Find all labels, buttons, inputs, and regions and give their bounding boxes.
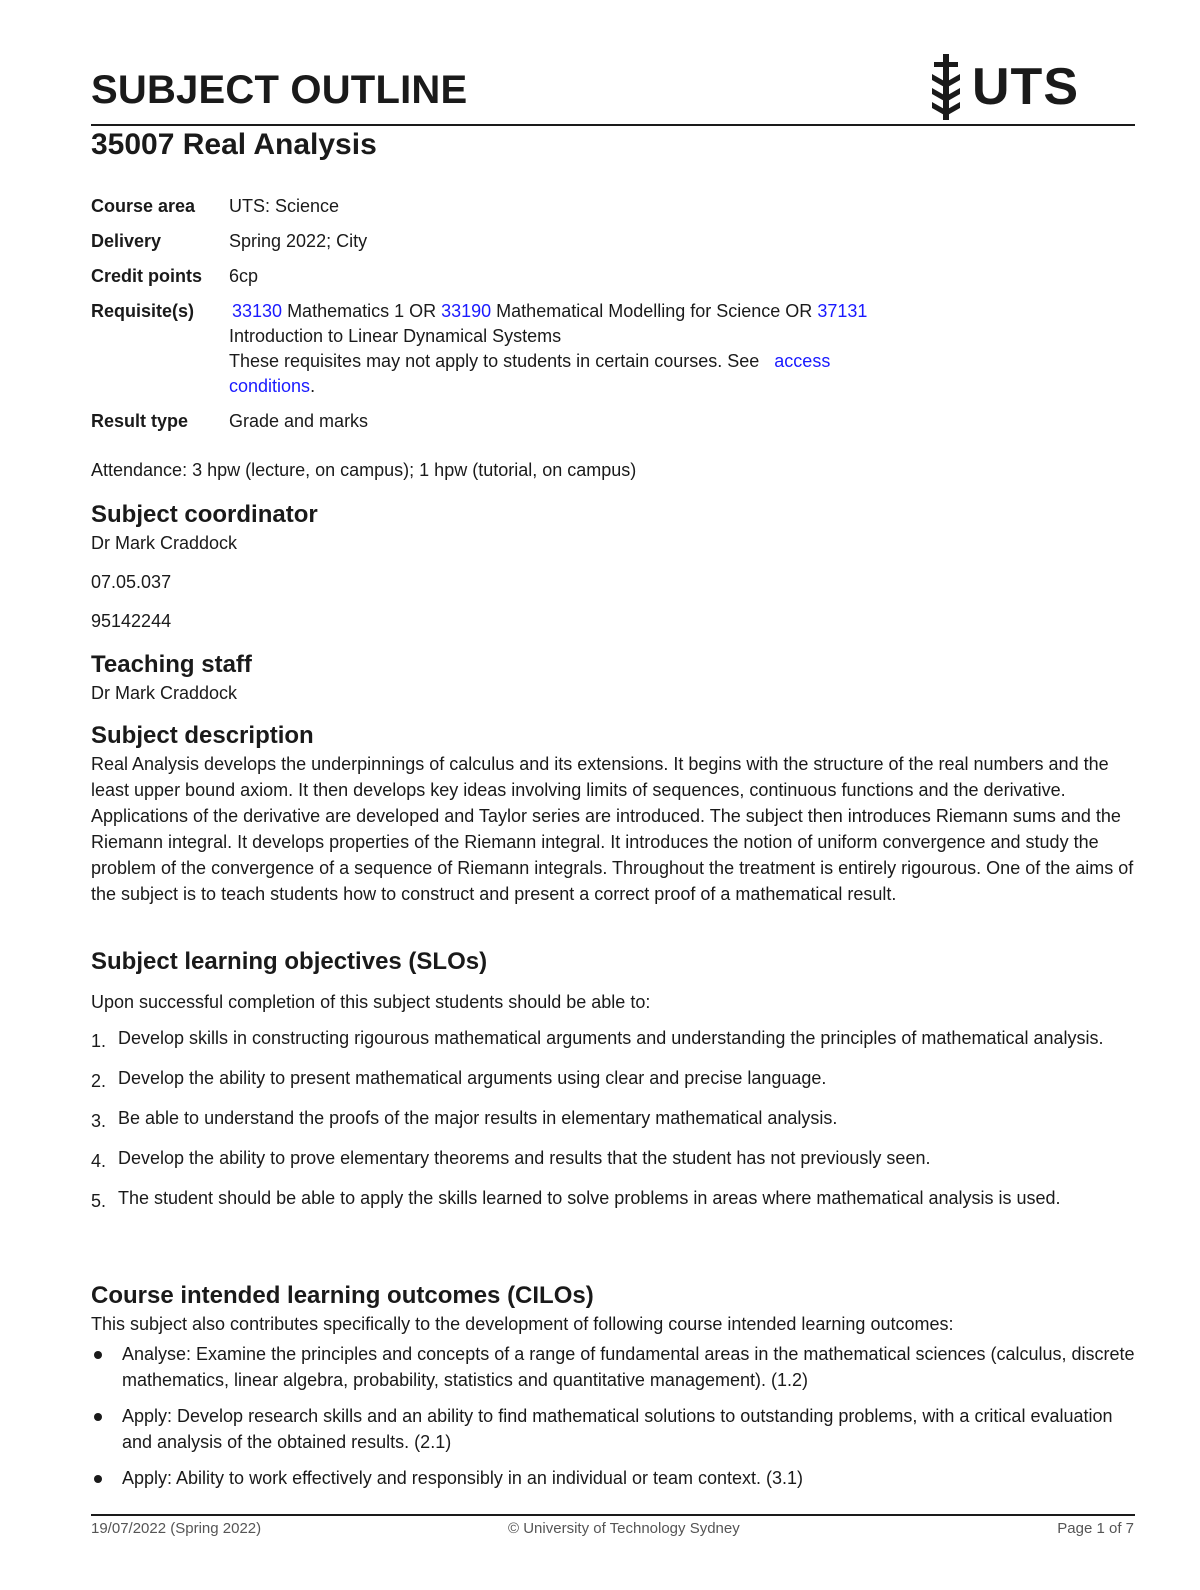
requisite-text-3: Introduction to Linear Dynamical Systems	[229, 326, 562, 346]
delivery-row	[91, 229, 1131, 254]
subject-title: 35007 Real Analysis	[91, 128, 377, 161]
coordinator-room: 07.05.037	[91, 572, 172, 592]
access-conditions-link-part2[interactable]: conditions	[229, 376, 311, 396]
slo-number: 4.	[91, 1151, 107, 1171]
requisites-value	[229, 299, 1131, 399]
slo-text: Be able to understand the proofs of the major results in elementary mathematical analysis.	[118, 1108, 838, 1128]
requisites-note: These requisites may not apply to students in certain courses. See	[229, 351, 760, 371]
teaching-staff-heading: Teaching staff	[91, 651, 252, 678]
slos-section	[91, 947, 1136, 1225]
cilo-text: Apply: Ability to work effectively and responsibly in an individual or team context. (3.1)	[122, 1468, 804, 1488]
slo-item	[91, 1025, 1136, 1054]
description-section	[91, 721, 1136, 907]
course-area-label: Course area	[91, 196, 196, 216]
requisites-note-end: .	[310, 376, 316, 396]
slo-number: 3.	[91, 1111, 107, 1131]
footer-page-number: Page 1 of 7	[1057, 1520, 1134, 1537]
cilo-item	[91, 1403, 1136, 1455]
requisite-text-1: Mathematics 1 OR	[282, 301, 442, 321]
subject-info-table	[91, 194, 1131, 444]
slo-item	[91, 1145, 1136, 1174]
cilos-section	[91, 1281, 1136, 1501]
attendance-text: Attendance: 3 hpw (lecture, on campus); 1 hpw (tutorial, on campus)	[91, 460, 637, 480]
slo-text: The student should be able to apply the skills learned to solve problems in areas where mathematical analysis is used.	[118, 1188, 1061, 1208]
header-divider	[91, 124, 1135, 126]
credit-points-row	[91, 264, 1131, 289]
slo-text: Develop the ability to present mathematical arguments using clear and precise language.	[118, 1068, 827, 1088]
credit-points-value: 6cp	[229, 266, 259, 286]
slo-text: Develop skills in constructing rigourous mathematical arguments and understanding the principles of mathematical analysis.	[118, 1028, 1104, 1048]
slo-number: 2.	[91, 1071, 107, 1091]
uts-logo	[928, 52, 1079, 122]
cilos-intro: This subject also contributes specifically to the development of following course intended learning outcomes:	[91, 1314, 954, 1334]
requisite-link-33190[interactable]: 33190	[441, 301, 492, 321]
bullet-icon	[91, 1403, 122, 1455]
slos-intro: Upon successful completion of this subject students should be able to:	[91, 992, 651, 1012]
coordinator-name: Dr Mark Craddock	[91, 533, 238, 553]
slo-item	[91, 1065, 1136, 1094]
slo-item	[91, 1105, 1136, 1134]
footer-copyright: © University of Technology Sydney	[508, 1520, 740, 1537]
slos-heading: Subject learning objectives (SLOs)	[91, 948, 488, 975]
result-type-row	[91, 409, 1131, 434]
cilos-heading: Course intended learning outcomes (CILOs)	[91, 1282, 594, 1309]
teaching-staff-section	[91, 650, 1136, 706]
teaching-staff-name: Dr Mark Craddock	[91, 683, 238, 703]
coordinator-section	[91, 500, 1136, 634]
cilos-list	[91, 1341, 1136, 1491]
coordinator-phone: 95142244	[91, 611, 172, 631]
requisite-text-2: Mathematical Modelling for Science OR	[491, 301, 818, 321]
cilo-item	[91, 1465, 1136, 1491]
requisite-link-33130[interactable]: 33130	[232, 301, 283, 321]
description-text: Real Analysis develops the underpinnings of calculus and its extensions. It begins with the structure of the real numbers and the least upper bound axiom. It then develops key ideas involving limits of sequences, continuous functions and the derivative. Applications of the derivative are developed and Taylor series are introduced. The subject then introduces Riemann sums and the Riemann integral. It develops properties of the Riemann integral. It introduces the notion of uniform convergence and study the problem of the convergence of a sequence of Riemann integrals. Throughout the treatment is entirely rigourous. One of the aims of the subject is to teach students how to construct and present a correct proof of a mathematical result.	[91, 754, 1134, 904]
slo-item	[91, 1185, 1136, 1214]
cilo-item	[91, 1341, 1136, 1393]
uts-crest-icon	[928, 52, 964, 122]
bullet-icon	[91, 1465, 122, 1491]
access-conditions-link-part1[interactable]: access	[774, 351, 831, 371]
course-area-value: UTS: Science	[229, 196, 340, 216]
result-type-value: Grade and marks	[229, 411, 369, 431]
footer-date: 19/07/2022 (Spring 2022)	[91, 1520, 262, 1537]
footer-divider	[91, 1514, 1135, 1516]
requisites-row	[91, 299, 1131, 399]
course-area-row	[91, 194, 1131, 219]
requisites-label: Requisite(s)	[91, 301, 195, 321]
requisite-link-37131[interactable]: 37131	[817, 301, 868, 321]
uts-logo-text: UTS	[972, 58, 1079, 116]
slos-list	[91, 1025, 1136, 1214]
cilo-text: Apply: Develop research skills and an ability to find mathematical solutions to outstanding problems, with a critical evaluation and analysis of the obtained results. (2.1)	[122, 1406, 1113, 1452]
description-heading: Subject description	[91, 722, 314, 749]
slo-text: Develop the ability to prove elementary theorems and results that the student has not previously seen.	[118, 1148, 931, 1168]
slo-number: 1.	[91, 1031, 107, 1051]
cilo-text: Analyse: Examine the principles and concepts of a range of fundamental areas in the mathematical sciences (calculus, discrete mathematics, linear algebra, probability, statistics and quantitative management). (1.2)	[122, 1344, 1135, 1390]
document-title: SUBJECT OUTLINE	[91, 68, 468, 112]
slo-number: 5.	[91, 1191, 107, 1211]
bullet-icon	[91, 1341, 122, 1393]
result-type-label: Result type	[91, 411, 189, 431]
coordinator-heading: Subject coordinator	[91, 501, 318, 528]
delivery-label: Delivery	[91, 231, 162, 251]
delivery-value: Spring 2022; City	[229, 231, 368, 251]
credit-points-label: Credit points	[91, 266, 202, 286]
